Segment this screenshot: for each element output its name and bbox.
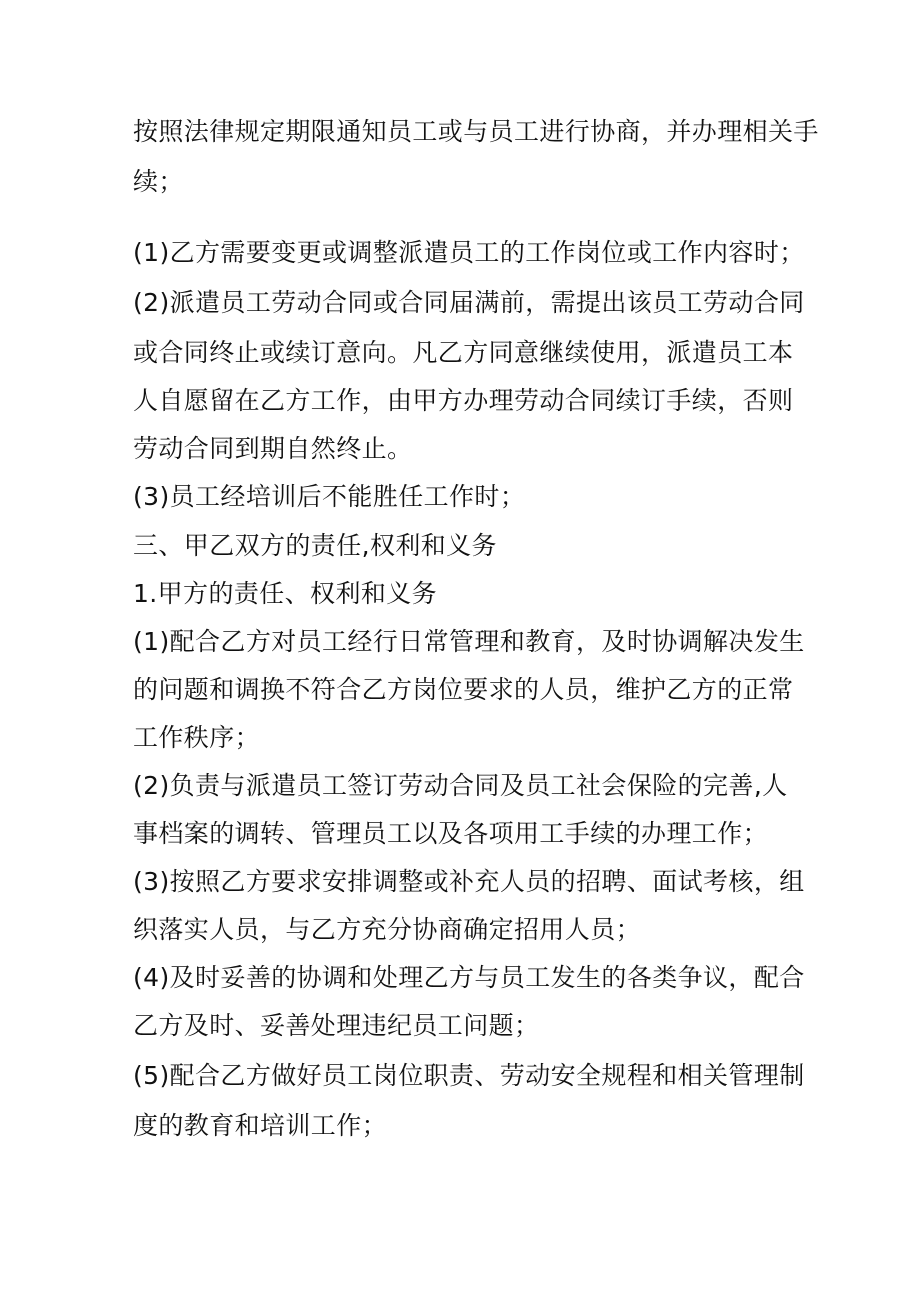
paragraph-line: 按照法律规定期限通知员工或与员工进行协商，并办理相关手 xyxy=(133,117,819,146)
list-item-line: 乙方及时、妥善处理违纪员工问题； xyxy=(133,1011,540,1040)
list-item-line: (1)配合乙方对员工经行日常管理和教育，及时协调解决发生 xyxy=(133,627,805,656)
paragraph-line: 续； xyxy=(133,167,184,196)
list-item-line: 人自愿留在乙方工作，由甲方办理劳动合同续订手续，否则 xyxy=(133,386,794,415)
list-item-line: (4)及时妥善的协调和处理乙方与员工发生的各类争议，配合 xyxy=(133,963,805,992)
list-item-line: (2)派遣员工劳动合同或合同届满前，需提出该员工劳动合同 xyxy=(133,288,805,317)
section-heading: 三、甲乙双方的责任,权利和义务 xyxy=(133,531,497,560)
list-item-line: (2)负责与派遣员工签订劳动合同及员工社会保险的完善,人 xyxy=(133,771,788,800)
list-item-line: 度的教育和培训工作； xyxy=(133,1111,388,1140)
list-item-line: 的问题和调换不符合乙方岗位要求的人员，维护乙方的正常 xyxy=(133,675,794,704)
list-item-line: 事档案的调转、管理员工以及各项用工手续的办理工作； xyxy=(133,819,769,848)
list-item-line: (5)配合乙方做好员工岗位职责、劳动安全规程和相关管理制 xyxy=(133,1061,805,1090)
list-item-line: 劳动合同到期自然终止。 xyxy=(133,434,413,463)
list-item-line: 或合同终止或续订意向。凡乙方同意继续使用，派遣员工本 xyxy=(133,338,794,367)
list-item-line: (3)按照乙方要求安排调整或补充人员的招聘、面试考核，组 xyxy=(133,867,805,896)
list-item-line: (1)乙方需要变更或调整派遣员工的工作岗位或工作内容时； xyxy=(133,238,805,267)
list-item-line: (3)员工经培训后不能胜任工作时； xyxy=(133,482,526,511)
list-item-line: 工作秩序； xyxy=(133,723,261,752)
list-item-line: 织落实人员，与乙方充分协商确定招用人员； xyxy=(133,915,642,944)
subsection-heading: 1.甲方的责任、权利和义务 xyxy=(133,579,438,608)
